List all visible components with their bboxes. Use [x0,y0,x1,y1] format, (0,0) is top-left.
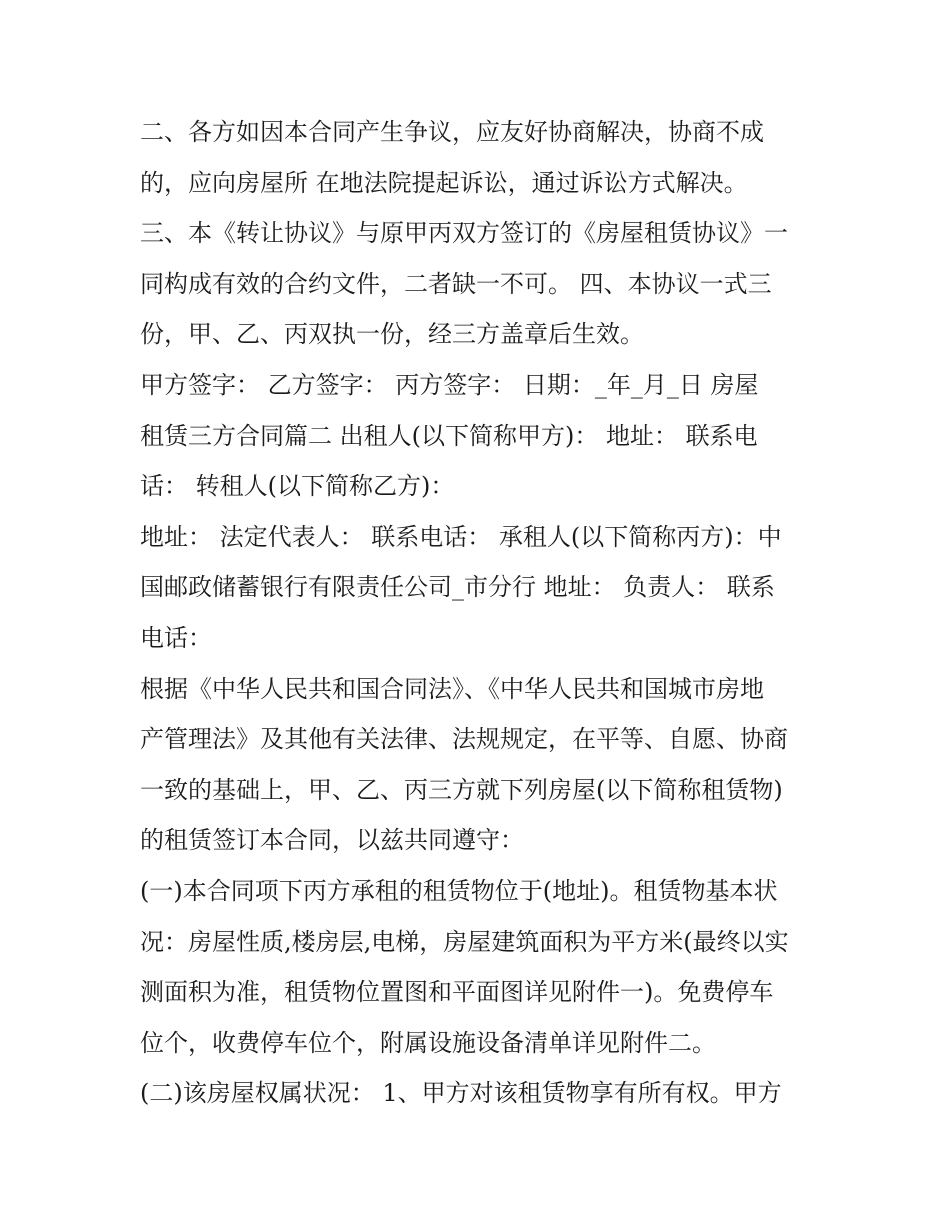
text-line: (一)本合同项下丙方承租的租赁物位于(地址)。租赁物基本状 [140,876,778,905]
text-line: 产管理法》及其他有关法律、法规规定，在平等、自愿、协商 [140,725,788,754]
text-line: 三、本《转让协议》与原甲丙双方签订的《房屋租赁协议》一 [140,219,788,248]
text-line: 国邮政储蓄银行有限责任公司_市分行 地址： 负责人： 联系 [140,573,775,602]
text-line: 一致的基础上，甲、乙、丙三方就下列房屋(以下简称租赁物) [140,775,783,804]
document-body [140,107,820,1119]
text-line: 地址： 法定代表人： 联系电话： 承租人(以下简称丙方)：中 [140,522,782,551]
text-line: 话： 转租人(以下简称乙方)： [140,472,455,501]
text-line: 根据《中华人民共和国合同法》、《中华人民共和国城市房地 [140,674,764,703]
text-line: 租赁三方合同篇二 出租人(以下简称甲方)： 地址： 联系电 [140,421,758,450]
text-line: 的租赁签订本合同，以兹共同遵守： [140,826,524,855]
text-line: (二)该房屋权属状况： 1、甲方对该租赁物享有所有权。甲方 [140,1079,782,1108]
text-line: 电话： [140,623,212,652]
text-line: 测面积为准，租赁物位置图和平面图详见附件一)。免费停车 [140,978,774,1007]
text-line: 份，甲、乙、丙双执一份，经三方盖章后生效。 [140,320,644,349]
text-line: 况：房屋性质,楼房层,电梯，房屋建筑面积为平方米(最终以实 [140,927,789,956]
text-line: 同构成有效的合约文件，二者缺一不可。 四、本协议一式三 [140,269,772,298]
text-line: 甲方签字： 乙方签字： 丙方签字： 日期：_年_月_日 房屋 [140,370,759,399]
text-line: 的，应向房屋所 在地法院提起诉讼，通过诉讼方式解决。 [140,168,748,197]
text-line: 二、各方如因本合同产生争议，应友好协商解决，协商不成 [140,118,764,146]
text-line: 位个，收费停车位个，附属设施设备清单详见附件二。 [140,1028,716,1057]
